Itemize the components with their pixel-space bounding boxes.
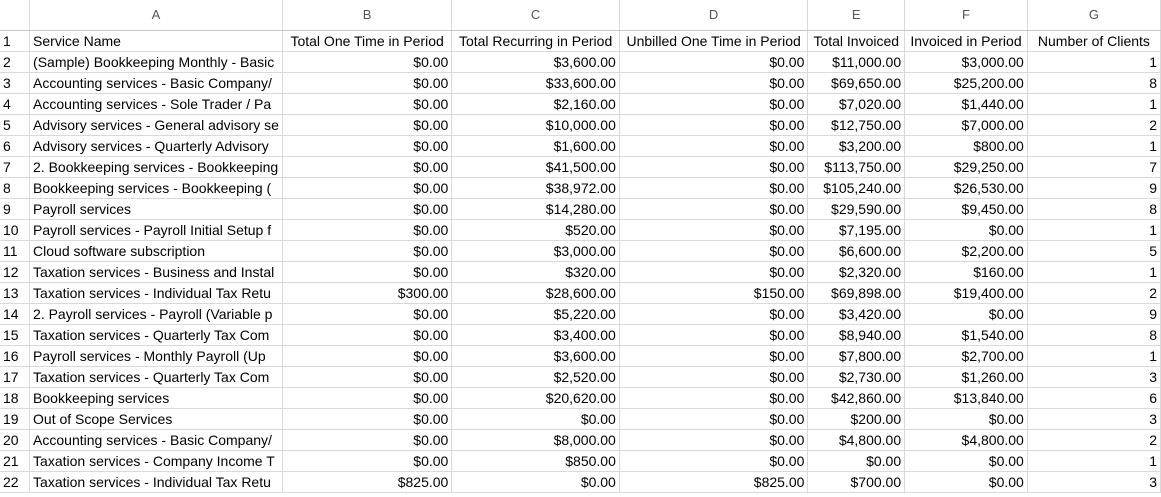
column-header-a[interactable]: A <box>30 0 283 30</box>
row-number[interactable]: 4 <box>0 93 30 114</box>
service-name-cell[interactable]: Payroll services - Monthly Payroll (Up <box>30 345 283 366</box>
value-cell[interactable]: $0.00 <box>619 156 808 177</box>
value-cell[interactable]: $520.00 <box>452 219 620 240</box>
value-cell[interactable]: $7,020.00 <box>808 93 905 114</box>
value-cell[interactable]: $0.00 <box>905 471 1028 492</box>
row-number[interactable]: 9 <box>0 198 30 219</box>
row-number[interactable]: 10 <box>0 219 30 240</box>
value-cell[interactable]: $0.00 <box>619 114 808 135</box>
value-cell[interactable]: $69,898.00 <box>808 282 905 303</box>
value-cell[interactable]: $2,160.00 <box>452 93 620 114</box>
column-header-f[interactable]: F <box>905 0 1028 30</box>
value-cell[interactable]: $11,000.00 <box>808 51 905 72</box>
service-name-cell[interactable]: Taxation services - Quarterly Tax Com <box>30 324 283 345</box>
service-name-cell[interactable]: Out of Scope Services <box>30 408 283 429</box>
value-cell[interactable]: 2 <box>1027 114 1160 135</box>
row-number[interactable]: 19 <box>0 408 30 429</box>
column-header-g[interactable]: G <box>1027 0 1160 30</box>
value-cell[interactable]: $7,195.00 <box>808 219 905 240</box>
header-cell[interactable]: Total Recurring in Period <box>452 30 620 51</box>
service-name-cell[interactable]: Taxation services - Individual Tax Retu <box>30 471 283 492</box>
service-name-cell[interactable]: (Sample) Bookkeeping Monthly - Basic <box>30 51 283 72</box>
value-cell[interactable]: $0.00 <box>282 261 451 282</box>
value-cell[interactable]: 8 <box>1027 198 1160 219</box>
value-cell[interactable]: $0.00 <box>619 198 808 219</box>
value-cell[interactable]: $700.00 <box>808 471 905 492</box>
value-cell[interactable]: $300.00 <box>282 282 451 303</box>
value-cell[interactable]: $0.00 <box>905 303 1028 324</box>
value-cell[interactable]: $0.00 <box>282 303 451 324</box>
value-cell[interactable]: $0.00 <box>619 387 808 408</box>
table-row <box>0 240 1161 261</box>
value-cell[interactable]: $12,750.00 <box>808 114 905 135</box>
value-cell[interactable]: $25,200.00 <box>905 72 1028 93</box>
table-row <box>0 51 1161 72</box>
value-cell[interactable]: $0.00 <box>452 408 620 429</box>
value-cell[interactable]: $850.00 <box>452 450 620 471</box>
value-cell[interactable]: $105,240.00 <box>808 177 905 198</box>
value-cell[interactable]: 8 <box>1027 324 1160 345</box>
value-cell[interactable]: 1 <box>1027 450 1160 471</box>
value-cell[interactable]: $0.00 <box>282 198 451 219</box>
value-cell[interactable]: $2,520.00 <box>452 366 620 387</box>
value-cell[interactable]: $5,220.00 <box>452 303 620 324</box>
header-cell[interactable]: Number of Clients <box>1027 30 1160 51</box>
value-cell[interactable]: $8,000.00 <box>452 429 620 450</box>
service-name-cell[interactable]: Cloud software subscription <box>30 240 283 261</box>
value-cell[interactable]: $1,540.00 <box>905 324 1028 345</box>
value-cell[interactable]: 3 <box>1027 471 1160 492</box>
value-cell[interactable]: $2,700.00 <box>905 345 1028 366</box>
table-row <box>0 177 1161 198</box>
value-cell[interactable]: $19,400.00 <box>905 282 1028 303</box>
header-row <box>0 30 1161 51</box>
table-row <box>0 114 1161 135</box>
value-cell[interactable]: $0.00 <box>282 135 451 156</box>
value-cell[interactable]: 2 <box>1027 429 1160 450</box>
value-cell[interactable]: $0.00 <box>619 408 808 429</box>
table-row <box>0 135 1161 156</box>
value-cell[interactable]: $0.00 <box>619 261 808 282</box>
value-cell[interactable]: $0.00 <box>282 324 451 345</box>
table-row <box>0 72 1161 93</box>
value-cell[interactable]: $113,750.00 <box>808 156 905 177</box>
service-name-cell[interactable]: Accounting services - Basic Company/ <box>30 429 283 450</box>
value-cell[interactable]: 5 <box>1027 240 1160 261</box>
value-cell[interactable]: $0.00 <box>619 345 808 366</box>
table-row <box>0 282 1161 303</box>
value-cell[interactable]: $9,450.00 <box>905 198 1028 219</box>
table-row <box>0 261 1161 282</box>
service-name-cell[interactable]: 2. Payroll services - Payroll (Variable p <box>30 303 283 324</box>
header-cell[interactable]: Total Invoiced <box>808 30 905 51</box>
select-all-corner[interactable] <box>0 0 30 30</box>
value-cell[interactable]: $0.00 <box>619 135 808 156</box>
value-cell[interactable]: 1 <box>1027 345 1160 366</box>
value-cell[interactable]: $69,650.00 <box>808 72 905 93</box>
row-number[interactable]: 1 <box>0 30 30 51</box>
value-cell[interactable]: 9 <box>1027 177 1160 198</box>
table-row <box>0 471 1161 492</box>
value-cell[interactable]: $0.00 <box>905 408 1028 429</box>
table-row <box>0 345 1161 366</box>
value-cell[interactable]: $0.00 <box>452 471 620 492</box>
value-cell[interactable]: $3,600.00 <box>452 345 620 366</box>
table-row <box>0 429 1161 450</box>
value-cell[interactable]: $33,600.00 <box>452 72 620 93</box>
value-cell[interactable]: 1 <box>1027 135 1160 156</box>
value-cell[interactable]: $3,200.00 <box>808 135 905 156</box>
service-name-cell[interactable]: 2. Bookkeeping services - Bookkeeping <box>30 156 283 177</box>
value-cell[interactable]: $0.00 <box>282 408 451 429</box>
header-cell[interactable]: Invoiced in Period <box>905 30 1028 51</box>
value-cell[interactable]: 1 <box>1027 219 1160 240</box>
value-cell[interactable]: $0.00 <box>619 303 808 324</box>
value-cell[interactable]: $0.00 <box>905 219 1028 240</box>
service-name-cell[interactable]: Bookkeeping services <box>30 387 283 408</box>
value-cell[interactable]: $0.00 <box>282 240 451 261</box>
service-name-cell[interactable]: Taxation services - Individual Tax Retu <box>30 282 283 303</box>
value-cell[interactable]: $14,280.00 <box>452 198 620 219</box>
value-cell[interactable]: $1,600.00 <box>452 135 620 156</box>
row-number[interactable]: 18 <box>0 387 30 408</box>
value-cell[interactable]: $2,730.00 <box>808 366 905 387</box>
value-cell[interactable]: $6,600.00 <box>808 240 905 261</box>
row-number[interactable]: 13 <box>0 282 30 303</box>
value-cell[interactable]: $0.00 <box>282 387 451 408</box>
value-cell[interactable]: 7 <box>1027 156 1160 177</box>
row-number[interactable]: 5 <box>0 114 30 135</box>
value-cell[interactable]: 6 <box>1027 387 1160 408</box>
table-row <box>0 324 1161 345</box>
value-cell[interactable]: $0.00 <box>282 345 451 366</box>
value-cell[interactable]: $41,500.00 <box>452 156 620 177</box>
value-cell[interactable]: $0.00 <box>619 219 808 240</box>
column-header-d[interactable]: D <box>619 0 808 30</box>
table-row <box>0 408 1161 429</box>
service-name-cell[interactable]: Payroll services <box>30 198 283 219</box>
value-cell[interactable]: $1,440.00 <box>905 93 1028 114</box>
value-cell[interactable]: $4,800.00 <box>808 429 905 450</box>
value-cell[interactable]: $825.00 <box>282 471 451 492</box>
row-number[interactable]: 20 <box>0 429 30 450</box>
value-cell[interactable]: $10,000.00 <box>452 114 620 135</box>
row-number[interactable]: 7 <box>0 156 30 177</box>
value-cell[interactable]: $42,860.00 <box>808 387 905 408</box>
value-cell[interactable]: $320.00 <box>452 261 620 282</box>
value-cell[interactable]: $28,600.00 <box>452 282 620 303</box>
column-header-e[interactable]: E <box>808 0 905 30</box>
service-name-cell[interactable]: Advisory services - General advisory se <box>30 114 283 135</box>
row-number[interactable]: 16 <box>0 345 30 366</box>
value-cell[interactable]: $1,260.00 <box>905 366 1028 387</box>
value-cell[interactable]: $13,840.00 <box>905 387 1028 408</box>
value-cell[interactable]: $150.00 <box>619 282 808 303</box>
value-cell[interactable]: $0.00 <box>282 93 451 114</box>
value-cell[interactable]: $0.00 <box>619 366 808 387</box>
value-cell[interactable]: $2,320.00 <box>808 261 905 282</box>
value-cell[interactable]: 1 <box>1027 51 1160 72</box>
table-row <box>0 366 1161 387</box>
row-number[interactable]: 6 <box>0 135 30 156</box>
value-cell[interactable]: 1 <box>1027 261 1160 282</box>
row-number[interactable]: 15 <box>0 324 30 345</box>
row-number[interactable]: 14 <box>0 303 30 324</box>
header-cell[interactable]: Unbilled One Time in Period <box>619 30 808 51</box>
value-cell[interactable]: $3,000.00 <box>905 51 1028 72</box>
service-name-cell[interactable]: Taxation services - Quarterly Tax Com <box>30 366 283 387</box>
value-cell[interactable]: $0.00 <box>282 366 451 387</box>
value-cell[interactable]: $2,200.00 <box>905 240 1028 261</box>
service-name-cell[interactable]: Bookkeeping services - Bookkeeping ( <box>30 177 283 198</box>
service-name-cell[interactable]: Payroll services - Payroll Initial Setup f <box>30 219 283 240</box>
value-cell[interactable]: $0.00 <box>282 51 451 72</box>
value-cell[interactable]: $38,972.00 <box>452 177 620 198</box>
value-cell[interactable]: 2 <box>1027 282 1160 303</box>
value-cell[interactable]: $3,600.00 <box>452 51 620 72</box>
row-number[interactable]: 17 <box>0 366 30 387</box>
value-cell[interactable]: $0.00 <box>619 429 808 450</box>
value-cell[interactable]: $0.00 <box>619 450 808 471</box>
table-row <box>0 93 1161 114</box>
value-cell[interactable]: $0.00 <box>282 114 451 135</box>
value-cell[interactable]: $0.00 <box>282 429 451 450</box>
value-cell[interactable]: $825.00 <box>619 471 808 492</box>
row-number[interactable]: 2 <box>0 51 30 72</box>
service-name-cell[interactable]: Taxation services - Company Income T <box>30 450 283 471</box>
table-row <box>0 156 1161 177</box>
row-number[interactable]: 22 <box>0 471 30 492</box>
value-cell[interactable]: $0.00 <box>619 240 808 261</box>
value-cell[interactable]: $160.00 <box>905 261 1028 282</box>
value-cell[interactable]: $200.00 <box>808 408 905 429</box>
table-row <box>0 450 1161 471</box>
value-cell[interactable]: $0.00 <box>282 177 451 198</box>
value-cell[interactable]: $3,420.00 <box>808 303 905 324</box>
value-cell[interactable]: $29,250.00 <box>905 156 1028 177</box>
value-cell[interactable]: $0.00 <box>619 93 808 114</box>
value-cell[interactable]: $0.00 <box>905 450 1028 471</box>
column-header-row <box>0 0 1161 30</box>
value-cell[interactable]: $800.00 <box>905 135 1028 156</box>
table-row <box>0 198 1161 219</box>
value-cell[interactable]: $0.00 <box>619 51 808 72</box>
value-cell[interactable]: $26,530.00 <box>905 177 1028 198</box>
value-cell[interactable]: 9 <box>1027 303 1160 324</box>
service-name-cell[interactable]: Accounting services - Sole Trader / Pa <box>30 93 283 114</box>
table-row <box>0 303 1161 324</box>
value-cell[interactable]: $0.00 <box>619 177 808 198</box>
value-cell[interactable]: 3 <box>1027 366 1160 387</box>
row-number[interactable]: 21 <box>0 450 30 471</box>
value-cell[interactable]: $0.00 <box>282 450 451 471</box>
table-row <box>0 387 1161 408</box>
column-header-b[interactable]: B <box>282 0 451 30</box>
value-cell[interactable]: $3,400.00 <box>452 324 620 345</box>
value-cell[interactable]: $0.00 <box>282 156 451 177</box>
value-cell[interactable]: $0.00 <box>808 450 905 471</box>
service-name-cell[interactable]: Taxation services - Business and Instal <box>30 261 283 282</box>
value-cell[interactable]: $0.00 <box>619 324 808 345</box>
value-cell[interactable]: $7,800.00 <box>808 345 905 366</box>
value-cell[interactable]: $3,000.00 <box>452 240 620 261</box>
column-header-c[interactable]: C <box>452 0 620 30</box>
value-cell[interactable]: $29,590.00 <box>808 198 905 219</box>
value-cell[interactable]: $0.00 <box>282 72 451 93</box>
row-number[interactable]: 3 <box>0 72 30 93</box>
row-number[interactable]: 11 <box>0 240 30 261</box>
value-cell[interactable]: $4,800.00 <box>905 429 1028 450</box>
value-cell[interactable]: $7,000.00 <box>905 114 1028 135</box>
table-row <box>0 219 1161 240</box>
service-name-cell[interactable]: Accounting services - Basic Company/ <box>30 72 283 93</box>
value-cell[interactable]: 8 <box>1027 72 1160 93</box>
header-cell[interactable]: Service Name <box>30 30 283 51</box>
row-number[interactable]: 12 <box>0 261 30 282</box>
value-cell[interactable]: $0.00 <box>619 72 808 93</box>
value-cell[interactable]: $8,940.00 <box>808 324 905 345</box>
value-cell[interactable]: $0.00 <box>282 219 451 240</box>
header-cell[interactable]: Total One Time in Period <box>282 30 451 51</box>
value-cell[interactable]: $20,620.00 <box>452 387 620 408</box>
service-name-cell[interactable]: Advisory services - Quarterly Advisory <box>30 135 283 156</box>
row-number[interactable]: 8 <box>0 177 30 198</box>
value-cell[interactable]: 3 <box>1027 408 1160 429</box>
value-cell[interactable]: 1 <box>1027 93 1160 114</box>
